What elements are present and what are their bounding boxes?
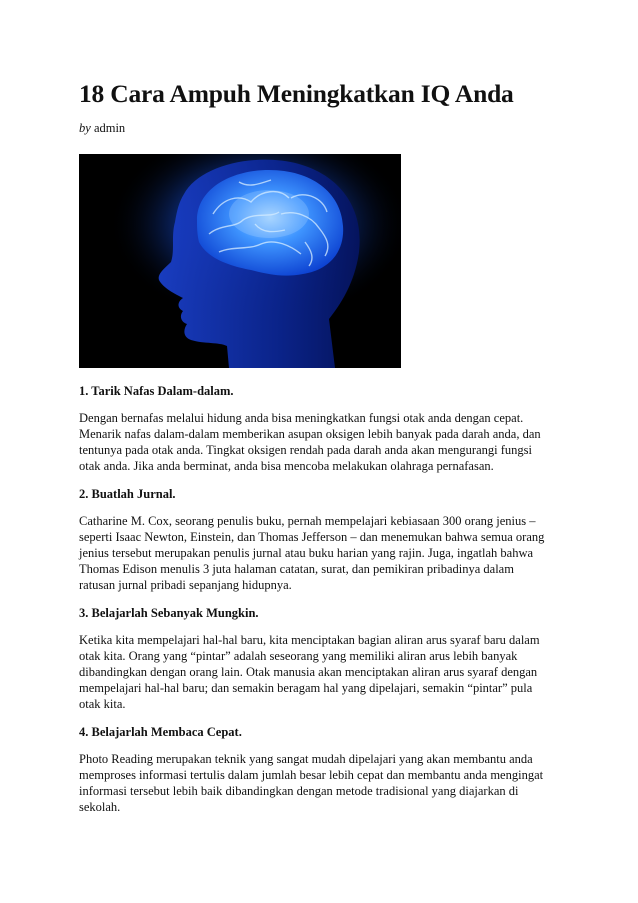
hero-image (79, 154, 401, 368)
paragraph-line: Catharine M. Cox, seorang penulis buku, pernah mempelajari kebiasaan 300 orang jenius – (79, 514, 536, 528)
paragraph-line: ratusan jurnal pribadi sepanjang hidupnya. (79, 578, 292, 592)
paragraph-line: sekolah. (79, 800, 121, 814)
paragraph-line: otak kita. Orang yang “pintar” adalah seseorang yang memiliki aliran arus lebih banyak (79, 649, 518, 663)
paragraph-line: dibandingkan dengan orang lain. Otak manusia akan menciptakan aliran arus syaraf dengan (79, 665, 538, 679)
section-heading: 4. Belajarlah Membaca Cepat. (79, 725, 242, 739)
author-name: admin (93, 121, 126, 135)
byline (79, 120, 559, 136)
paragraph-line: informasi tersebut lebih baik dibandingkan dengan metode tradisional yang diajarkan di (79, 784, 519, 798)
paragraph-line: otak anda. Jika anda berminat, anda bisa mencoba melakukan olahraga pernafasan. (79, 459, 494, 473)
article-page (79, 78, 559, 815)
sections (79, 383, 559, 815)
section-paragraph (79, 410, 559, 474)
paragraph-line: seperti Isaac Newton, Einstein, dan Thomas Jefferson – dan menemukan bahwa semua orang (79, 530, 545, 544)
paragraph-line: otak kita. (79, 697, 126, 711)
paragraph-line: Photo Reading merupakan teknik yang sangat mudah dipelajari yang akan membantu anda (79, 752, 533, 766)
section-paragraph (79, 632, 559, 712)
paragraph-line: Dengan bernafas melalui hidung anda bisa meningkatkan fungsi otak anda dengan cepat. (79, 411, 524, 425)
paragraph-line: Thomas Edison menulis 3 juta halaman catatan, surat, dan pemikiran pribadinya dalam (79, 562, 514, 576)
byline-prefix: by (79, 121, 91, 135)
section-paragraph (79, 513, 559, 593)
paragraph-line: Menarik nafas dalam-dalam memberikan asupan oksigen lebih banyak pada darah anda, dan (79, 427, 541, 441)
article-title: 18 Cara Ampuh Meningkatkan IQ Anda (79, 79, 514, 108)
paragraph-line: tentunya pada otak anda. Tingkat oksigen rendah pada darah anda akan mengurangi fungsi (79, 443, 532, 457)
paragraph-line: jenius tersebut merupakan penulis jurnal atau buku harian yang rajin. Juga, ingatlah bahwa (79, 546, 534, 560)
section-heading: 2. Buatlah Jurnal. (79, 487, 176, 501)
section-heading: 3. Belajarlah Sebanyak Mungkin. (79, 606, 259, 620)
paragraph-line: memproses informasi tertulis dalam jumlah besar lebih cepat dan membantu anda mengingat (79, 768, 544, 782)
paragraph-line: Ketika kita mempelajari hal-hal baru, kita menciptakan bagian aliran arus syaraf baru dalam (79, 633, 540, 647)
section-heading: 1. Tarik Nafas Dalam-dalam. (79, 384, 234, 398)
paragraph-line: mempelajari hal-hal baru; dan semakin beragam hal yang dipelajari, semakin “pintar” pula (79, 681, 533, 695)
section-paragraph (79, 751, 559, 815)
glowing-brain-head-icon (79, 154, 401, 368)
